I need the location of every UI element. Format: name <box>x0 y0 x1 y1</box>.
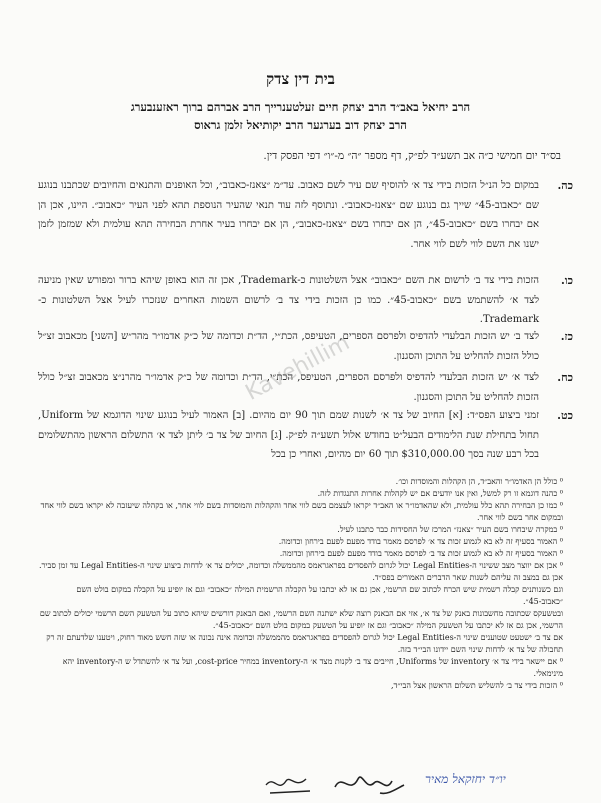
section-text: זמני ביצוע הפס״ד: [א] החיוב של צד א׳ לשנות שמם תוך 90 יום מהיום. [ב] האמור לעיל בנוגע שינוי הדוגמא של Uniform, תחול בתחילת שנת הלימודים הבעל״ט בחודש אלול תשע״ה לפ״ק. [ג] החיוב של צד ב׳ ליתן לצד א׳ התשלום הראשון מהתשלומים בכל רבע שנה בסך $310,000.00 תוך 60 יום מהיום, ואחרי כן בכל <box>38 410 540 460</box>
section-text: הזכות בידי צד ב׳ לרשום את השם ״כאבוב״ אצל השלטונות כ-Trademark, אכן זה הוא באופן שיהא ברור ומפורש שאין מניעה לצד א׳ להשתמש בשם ״כאבוב-45״. כמו כן הזכות בידי צד ב׳ לרשום השמות האחרים שנזכרו לעיל אצל השלטונות כ-Trademark. <box>38 275 539 325</box>
section-label: כו. <box>560 274 573 287</box>
judges-line-1: הרב יחיאל באב״ד הרב יצחק חיים זעלטענרייך הרב אברהם ברוך ראזענבערג <box>130 100 471 114</box>
footnote: ובטשעקס שכתובה מחשבונות באנק של צד א׳, אזי אם הבאנק רוצה שלא ישתנה השם הרשמי, ואם הבאנק דורשים שיהא כתוב על הטשעק השם הרשמי יכולים לכתוב שם הרשמי, אכן גם אז לא יכתבו על הטשעק המילה ״כאבוב״ וגם אז יופיע על הטשעק במקום בולט השם ״כאבוב-45״. <box>39 609 563 630</box>
footnotes <box>38 476 563 692</box>
court-title: בית דין צדק <box>266 70 335 88</box>
footnote: אכן גם במצב זה עליהם לשנות שאר הדברים האמורים בפס״ד. <box>372 573 563 582</box>
handwritten-signature-text: יו״ד יחזקאל מאיר <box>425 772 506 786</box>
footnote: ⁰ אכן אם יווצר מצב ששינוי ה-Legal Entities יכול לגרום להפסדים בפראגראמס מהממשלה וכדומה, יכולים צד א׳ לדחות ביצוע שינוי ה-Legal Entities עד זמן סביר. <box>38 561 563 570</box>
footnote: ⁰ במקרה שיבחרו בשם העיר ״צאנז״ המרכז של החסידות כבר כתבנו לעיל. <box>337 525 563 534</box>
section-text: במקום כל הנ״ל הזכות בידי צד א׳ להוסיף שם עיר לשם כאבוב. עד״מ ״צאנז-כאבוב״, וכל האופנים והתנאים והחיובים שכתבנו בנוגע שם ״כאבוב-45״ שייך גם בנוגע שם ״צאנז-כאבוב״. ונתוסף לזה עוד תנאי שהעיר הנוספת תהא לפני העיר ״כאבוב״. היינו, אכן הן אם יבחרו בשם ״כאבוב-45״, הן אם יבחרו בשם ״צאנז-כאבוב״, הן אם יבחרו בעיר אחרת הבחירה תהא עולמית ולא שמזמן לזמן ישנו את השם לווי לשם לווי אחר. <box>38 180 539 250</box>
section-label: כט. <box>557 409 573 422</box>
section-text: לצד א׳ יש הזכות הבלעדי להדפיס ולפרסם הספרים, הטעיפס, הכת״י, הד״ת וכדומה של כ״ק אדמו״ר מהרנ״צ מכאבוב זצ״ל כולל הזכות להחליט על התוכן והסגנון. <box>38 372 539 403</box>
signature-mark <box>330 765 410 799</box>
section-label: כה. <box>557 179 573 192</box>
section-27 <box>38 327 573 366</box>
section-29 <box>38 406 573 465</box>
section-28 <box>38 368 573 407</box>
footnote: ⁰ כהנה דוגמא זו רק למשל, ואין אנו יודעים אם יש לקהלות אחרות התנגדות לזה. <box>317 489 563 498</box>
section-text: לצד ב׳ יש הזכות הבלעדי להדפיס ולפרסם הספרים, הטעיפס, הכת״י, הד״ת וכדומה של כ״ק אדמו״ר מהר״ש [השני] מכאבוב זצ״ל כולל הזכות להחליט על התוכן והסגנון. <box>38 331 539 362</box>
footnote: וגם כשנותנים קבלה רשמית שיש הכרח לכתוב שם הרשמי, אכן גם אז לא יכתבו על הקבלה הרשמית המילה ״כאבוב״ וגם אז יופיע על הקבלה במקום בולט השם ״כאבוב-45״. <box>76 585 563 606</box>
footnote: אם צד ב׳ ישטעט שטוענים שינוי ה-Legal Entities יכול לגרום להפסדים בפראגראמס מהממשלה וכדומה אינה נכונה או שזה חשש מאוד רחוק, ויטענו שלדעתם זה רק תחבולה של צד א׳ לדחות שינוי השם יידונו הבי״ד בזה. <box>46 633 563 654</box>
footnote: ⁰ האמור בסעיף זה לא בא לגמוע זכות צד א׳ לפרסם מאמר בודד מפעם לפעם בירחון וכדומה. <box>278 537 563 546</box>
signature-mark <box>260 765 320 799</box>
section-label: כח. <box>557 371 573 384</box>
section-25 <box>38 176 573 254</box>
footnote: ⁰ כולל הן האדמו״ר והאב״ד, הן הקהלות והמוסדות וכו׳. <box>395 477 563 486</box>
watermark-stamp: Kavehillim <box>241 330 354 406</box>
section-label: כז. <box>560 330 573 343</box>
judges-line-2: הרב יצחק דוב בערגער הרב יקותיאל זלמן גראוס <box>194 118 407 132</box>
footnote: ⁰ כמו כן הבחירה תהא כלל עולמית, ולא שהאדמו״ר או האב״ד יקראו לעצמם בשם לווי אחד והקהלות והמוסדות בשם לווי אחר, או בקהלה שיעזבה לא יקראו בשם לווי אחד ובמקום אחר בשם לווי אחר. <box>40 501 563 522</box>
section-26 <box>38 271 573 330</box>
footnote: ⁰ האמור בסעיף זה לא בא לגמוע זכות צד ב׳ לפרסם מאמר בודד מפעם לפעם בירחון וכדומה. <box>279 549 563 558</box>
footnote: ⁰ אם יישאר בידי צד א׳ inventory של Uniforms, חייבים צד ב׳ לקנות מצד א׳ ה-inventory במחיר cost-price, ועל צד א׳ להשתדל ש ה-inventory יהא מינימאלי. <box>62 657 563 678</box>
date-page-line: בס״ד יום חמישי כ״ה אב תשע״ד לפ״ק, דף מספר ״ה״ מ-״ו״ דפי הפסק דין. <box>263 150 561 162</box>
footnote: ⁰ הזכות בידי צד ב׳ להשליש תשלום הראשון אצל הבי״ד, <box>390 681 563 690</box>
